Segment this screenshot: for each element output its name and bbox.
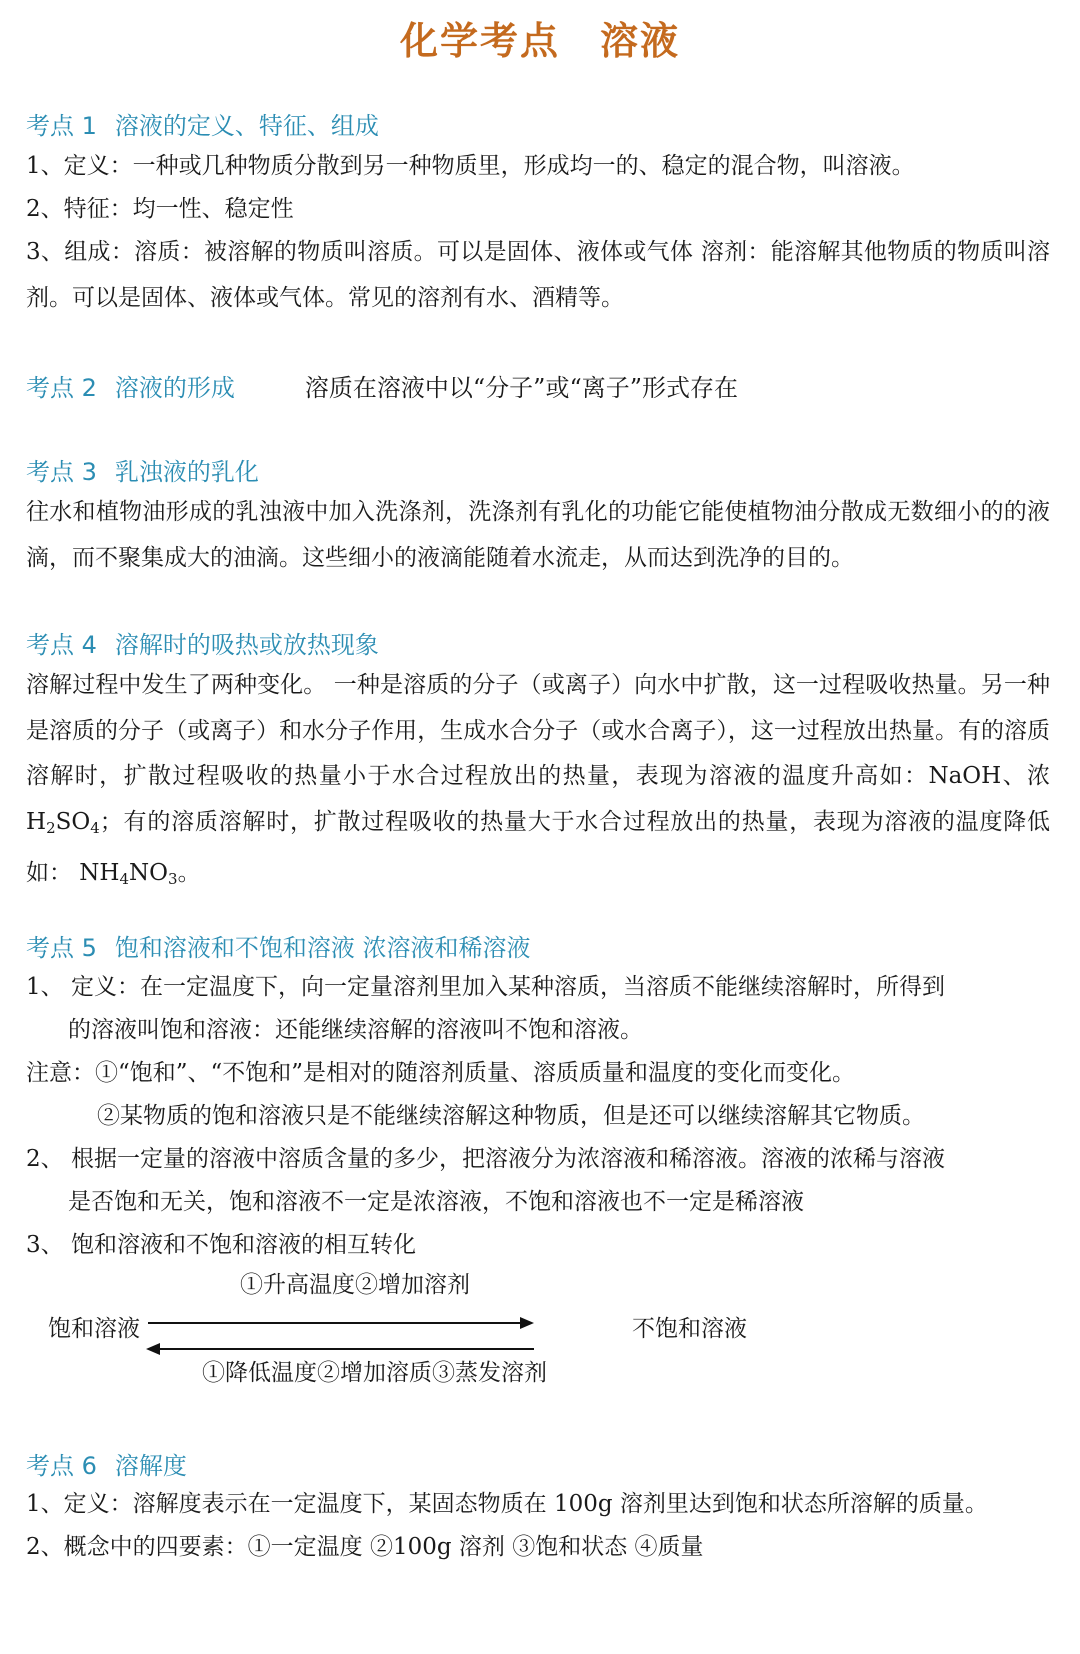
diagram-right-label: 不饱和溶液 xyxy=(632,1316,747,1342)
formula-part: SO xyxy=(55,808,91,835)
heading-text: 溶解时的吸热或放热现象 xyxy=(114,631,379,659)
formula-part: NO xyxy=(129,860,169,886)
heading-number: 考点 5 xyxy=(26,934,97,962)
k5-concentration-cont: 是否饱和无关，饱和溶液不一定是浓溶液，不饱和溶液也不一定是稀溶液 xyxy=(68,1189,804,1215)
k6-elements: 2、概念中的四要素：①一定温度 ②100g 溶剂 ③饱和状态 ④质量 xyxy=(26,1534,704,1560)
diagram-bottom-label: ①降低温度②增加溶质③蒸发溶剂 xyxy=(202,1360,547,1386)
k4-text-end: 。 xyxy=(177,860,201,886)
heading-text: 溶液的形成 xyxy=(114,374,235,402)
k5-conversion: 3、 饱和溶液和不饱和溶液的相互转化 xyxy=(26,1232,416,1258)
k5-definition-cont: 的溶液叫饱和溶液：还能继续溶解的溶液叫不饱和溶液。 xyxy=(68,1017,643,1043)
k5-definition: 1、 定义：在一定温度下，向一定量溶剂里加入某种溶质，当溶质不能继续溶解时，所得到 xyxy=(26,974,945,1000)
diagram-top-label: ①升高温度②增加溶剂 xyxy=(240,1272,470,1298)
heading-number: 考点 1 xyxy=(26,112,97,140)
k2-note: 溶质在溶液中以“分子”或“离子”形式存在 xyxy=(304,374,738,402)
k3-paragraph: 往水和植物油形成的乳浊液中加入洗涤剂，洗涤剂有乳化的功能它能使植物油分散成无数细小的的液滴，而不聚集成大的油滴。这些细小的液滴能随着水流走，从而达到洗净的目的。 xyxy=(26,499,1050,571)
k6-definition: 1、定义：溶解度表示在一定温度下，某固态物质在 100g 溶剂里达到饱和状态所溶解的质量。 xyxy=(26,1491,988,1517)
section-heading-6 xyxy=(26,1446,187,1481)
k4-text-b: ；有的溶质溶解时，扩散过程吸收的热量大于水合过程放出的热量，表现为溶液的温度降低如： NH xyxy=(26,808,1050,886)
heading-number: 考点 6 xyxy=(26,1452,97,1480)
heading-number: 考点 3 xyxy=(26,458,97,486)
k1-definition: 1、定义：一种或几种物质分散到另一种物质里，形成均一的、稳定的混合物，叫溶液。 xyxy=(26,153,915,179)
heading-number: 考点 4 xyxy=(26,631,97,659)
heading-text: 饱和溶液和不饱和溶液 浓溶液和稀溶液 xyxy=(114,934,531,962)
arrowhead-forward xyxy=(520,1317,534,1329)
k4-text-a: 溶解过程中发生了两种变化。 一种是溶质的分子（或离子）向水中扩散，这一过程吸收热量。另一种是溶质的分子（或离子）和水分子作用，生成水合分子（或水合离子），这一过程放出热量。有的溶质溶解时，扩散过程吸收的热量小于水合过程放出的热量，表现为溶液的温度升高如：NaOH、浓 H xyxy=(26,672,1050,835)
k5-concentration: 2、 根据一定量的溶液中溶质含量的多少，把溶液分为浓溶液和稀溶液。溶液的浓稀与溶液 xyxy=(26,1146,945,1172)
heading-text: 乳浊液的乳化 xyxy=(114,458,259,486)
title-main: 化学考点 xyxy=(399,19,560,63)
title-sub: 溶液 xyxy=(600,19,681,63)
subscript: 3 xyxy=(168,870,178,888)
k1-feature: 2、特征：均一性、稳定性 xyxy=(26,196,294,222)
k1-composition: 3、组成：溶质：被溶解的物质叫溶质。可以是固体、液体或气体 溶剂：能溶解其他物质的物质叫溶剂。可以是固体、液体或气体。常见的溶剂有水、酒精等。 xyxy=(26,239,1050,311)
k5-note-2: ②某物质的饱和溶液只是不能继续溶解这种物质，但是还可以继续溶解其它物质。 xyxy=(97,1103,925,1129)
diagram-left-label: 饱和溶液 xyxy=(48,1316,140,1342)
heading-number: 考点 2 xyxy=(26,374,97,402)
subscript: 4 xyxy=(90,818,100,837)
arrowhead-backward xyxy=(146,1343,160,1355)
subscript: 2 xyxy=(46,818,56,837)
k5-note-1: 注意：①“饱和”、“不饱和”是相对的随溶剂质量、溶质质量和温度的变化而变化。 xyxy=(26,1060,856,1086)
heading-text: 溶解度 xyxy=(114,1452,187,1480)
heading-text: 溶液的定义、特征、组成 xyxy=(114,112,379,140)
subscript: 4 xyxy=(119,870,130,888)
